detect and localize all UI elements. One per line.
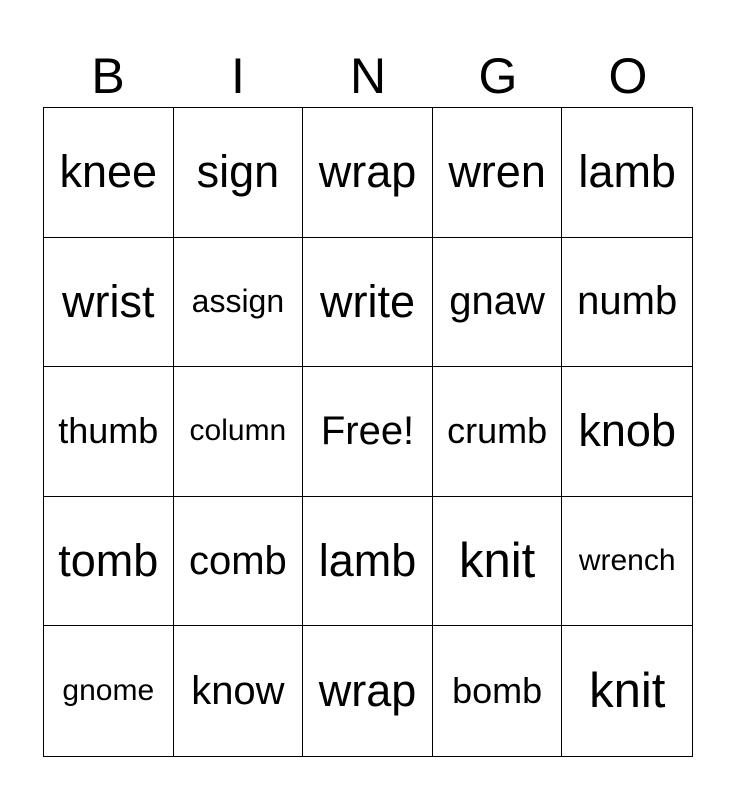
bingo-cell[interactable]: tomb xyxy=(44,497,174,627)
bingo-cell[interactable]: column xyxy=(174,367,304,497)
bingo-cell[interactable]: lamb xyxy=(303,497,433,627)
bingo-cell[interactable]: knob xyxy=(562,367,692,497)
header-letter-i: I xyxy=(231,48,245,104)
bingo-cell[interactable]: wrap xyxy=(303,626,433,756)
bingo-cell[interactable]: bomb xyxy=(433,626,563,756)
bingo-cell[interactable]: knit xyxy=(433,497,563,627)
bingo-cell[interactable]: gnaw xyxy=(433,238,563,368)
bingo-cell[interactable]: crumb xyxy=(433,367,563,497)
header-letter-b: B xyxy=(91,48,125,104)
bingo-cell[interactable]: assign xyxy=(174,238,304,368)
header-letter-o: O xyxy=(608,48,648,104)
bingo-board xyxy=(43,107,693,757)
bingo-cell[interactable]: thumb xyxy=(44,367,174,497)
header-letter-n: N xyxy=(349,48,387,104)
bingo-cell[interactable]: comb xyxy=(174,497,304,627)
bingo-cell[interactable]: sign xyxy=(174,108,304,238)
bingo-cell[interactable]: wrist xyxy=(44,238,174,368)
bingo-cell[interactable]: lamb xyxy=(562,108,692,238)
bingo-cell[interactable]: know xyxy=(174,626,304,756)
bingo-cell[interactable]: wrap xyxy=(303,108,433,238)
header-letter-g: G xyxy=(478,48,518,104)
bingo-cell[interactable]: wren xyxy=(433,108,563,238)
bingo-cell[interactable]: knit xyxy=(589,664,666,719)
bingo-cell[interactable]: numb xyxy=(562,238,692,368)
bingo-cell[interactable]: gnome xyxy=(44,626,174,756)
bingo-cell[interactable]: knee xyxy=(44,108,174,238)
bingo-header xyxy=(43,44,693,108)
bingo-cell free-space[interactable]: Free! xyxy=(303,367,433,497)
bingo-cell[interactable]: write xyxy=(303,238,433,368)
bingo-cell[interactable]: wrench xyxy=(562,497,692,627)
